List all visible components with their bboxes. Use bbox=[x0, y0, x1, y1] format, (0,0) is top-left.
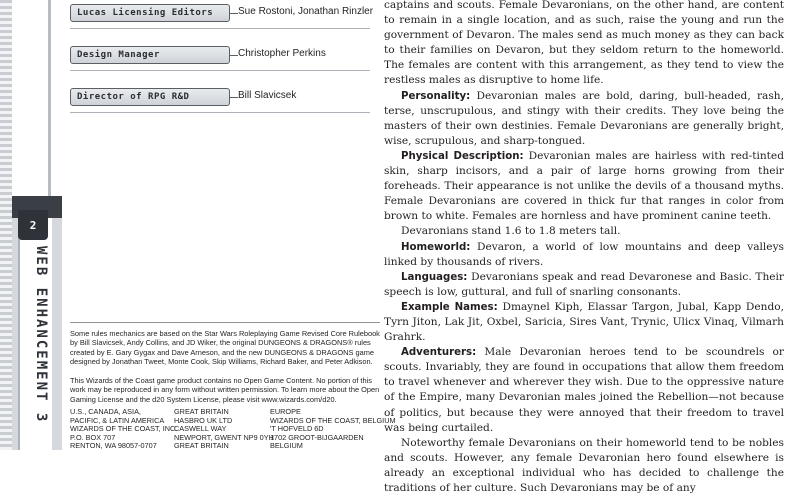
languages-heading: Languages: bbox=[401, 271, 468, 283]
side-rail bbox=[0, 0, 62, 450]
license-paragraph: This Wizards of the Coast game product contains no Open Game Content. No portion of this work may be reproduced in any form without written permission. To learn more about the Open Gaming License and the d20 System License, please visit www.wizards.com/d20. bbox=[70, 376, 380, 404]
adventurers-paragraph bbox=[384, 345, 784, 436]
address-line: PACIFIC, & LATIN AMERICA bbox=[70, 415, 165, 425]
personality-paragraph bbox=[384, 89, 784, 149]
divider bbox=[70, 70, 370, 71]
intro-paragraph: captains and scouts. Female Devaronians, on the other hand, are content to remain in a single location, and as such, raise the young and run the government of Devaron. The males send as much money as they can back to their families on Devaron, but they seldom return to the homeworld. The females are content with this arrangement, as they tend to view the restless males as disruptive to home life. bbox=[384, 0, 784, 87]
physical-heading: Physical Description: bbox=[401, 150, 524, 162]
address-europe bbox=[270, 408, 396, 451]
personality-text: Devaronian males are bold, daring, bull-headed, rash, terse, unscrupulous, and stingy with their credits. They love being the masters of their own destinies. Female Devaronians are generally bright, wise, scrupulous, and sharp-tongued. bbox=[384, 89, 784, 147]
address-line: 1702 GROOT-BIJGAARDEN bbox=[270, 432, 364, 442]
address-us bbox=[70, 408, 177, 451]
address-line: CASWELL WAY bbox=[174, 424, 227, 434]
names-heading: Example Names: bbox=[401, 301, 498, 313]
personality-heading: Personality: bbox=[401, 90, 471, 102]
rail-vertical-line bbox=[48, 0, 51, 196]
homeworld-text: Devaron, a world of low mountains and deep valleys linked by thousands of rivers. bbox=[384, 240, 784, 268]
adventurers-text: Male Devaronian heroes tend to be scoundrels or scouts. Invariably, they are found in occupations that allow them freedom to travel whenever and wherever they wish. Due to the oppressive nature of the Empire, many Devaronian males joined the Rebellion—not because of politics, but because they were annoyed that their freedom to travel was being curtailed. bbox=[384, 346, 784, 434]
rail-top-panel bbox=[12, 0, 62, 195]
address-line: P.O. BOX 707 bbox=[70, 432, 116, 442]
divider bbox=[70, 112, 370, 113]
credit-connector bbox=[230, 97, 238, 98]
address-line: GREAT BRITAIN bbox=[174, 441, 229, 451]
credit-names: Christopher Perkins bbox=[238, 48, 326, 59]
credit-connector bbox=[230, 13, 238, 14]
languages-text: Devaronians speak and read Devaronese and Basic. Their speech is low, guttural, and full of snarling consonants. bbox=[384, 270, 785, 298]
page-number-tab bbox=[18, 210, 48, 240]
rules-credit-paragraph: Some rules mechanics are based on the Star Wars Roleplaying Game Revised Core Rulebook by Bill Slavicsek, Andy Collins, and JD Wiker, the original DUNGEONS & DRAGONS® rules created by E. Gary Gygax and Dave Arneson, and the new DUNGEONS & DRAGONS game designed by Jonathan Tweet, Monte Cook, Skip Williams, Richard Baker, and Peter Adkison. bbox=[70, 329, 380, 367]
page-number: 2 bbox=[29, 218, 37, 232]
address-line: NEWPORT, GWENT NP9 0YH bbox=[174, 432, 274, 442]
credit-design-manager bbox=[70, 46, 370, 64]
noteworthy-paragraph: Noteworthy female Devaronians on their homeworld tend to be nobles and scouts. However, any female Devaronian hero found elsewhere is already an exceptional individual who has decided to challenge the traditions of her culture. Such Devaronians may be of any bbox=[384, 436, 784, 494]
credit-names: Sue Rostoni, Jonathan Rinzler bbox=[238, 6, 374, 17]
address-line: 'T HOFVELD 6D bbox=[270, 424, 324, 434]
address-line: EUROPE bbox=[270, 407, 301, 416]
credit-role-label: Design Manager bbox=[70, 46, 230, 64]
adventurers-heading: Adventurers: bbox=[401, 347, 477, 359]
address-line: WIZARDS OF THE COAST, INC. bbox=[70, 424, 178, 434]
address-line: WIZARDS OF THE COAST, BELGIUM bbox=[270, 415, 396, 425]
credit-licensing bbox=[70, 4, 374, 22]
credit-connector bbox=[230, 55, 238, 56]
address-line: GREAT BRITAIN bbox=[174, 407, 229, 416]
address-line: RENTON, WA 98057-0707 bbox=[70, 441, 157, 451]
address-line: BELGIUM bbox=[270, 441, 303, 451]
credit-role-label: Director of RPG R&D bbox=[70, 88, 230, 106]
credit-names: Bill Slavicsek bbox=[238, 90, 297, 101]
physical-text: Devaronian males are hairless with red-tinted skin, sharp incisors, and a pair of large horns growing from their foreheads. Their appearance is not unlike the devils of a thousand myths. Female Devaronians are covered in thick fur that ranges in color from brown to white. Females are hornless and have prominent canine teeth. bbox=[384, 149, 784, 223]
rail-title-wrap bbox=[33, 246, 49, 450]
rail-stripes bbox=[0, 0, 12, 450]
credit-director bbox=[70, 88, 370, 106]
languages-paragraph bbox=[384, 270, 784, 300]
address-uk bbox=[174, 408, 274, 451]
names-text: Dmaynel Kiph, Elassar Targon, Jubal, Kapp Dendo, Tyrn Jiton, Lak Jit, Oxbel, Saricia, Sires Vant, Trynic, Ulicx Vinaq, Vilmarh Grahrk. bbox=[384, 300, 784, 344]
physical-paragraph bbox=[384, 149, 784, 224]
article-column bbox=[384, 0, 784, 496]
names-paragraph bbox=[384, 300, 784, 345]
address-line: U.S., CANADA, ASIA, bbox=[70, 407, 141, 416]
credit-role-label: Lucas Licensing Editors bbox=[70, 4, 230, 22]
rail-title: WEB ENHANCEMENT 3 bbox=[33, 246, 49, 424]
address-line: HASBRO UK LTD bbox=[174, 415, 233, 425]
homeworld-heading: Homeworld: bbox=[401, 241, 471, 253]
height-paragraph: Devaronians stand 1.6 to 1.8 meters tall. bbox=[401, 225, 621, 238]
fineprint-divider bbox=[70, 322, 380, 323]
divider bbox=[70, 28, 370, 29]
homeworld-paragraph bbox=[384, 240, 784, 270]
